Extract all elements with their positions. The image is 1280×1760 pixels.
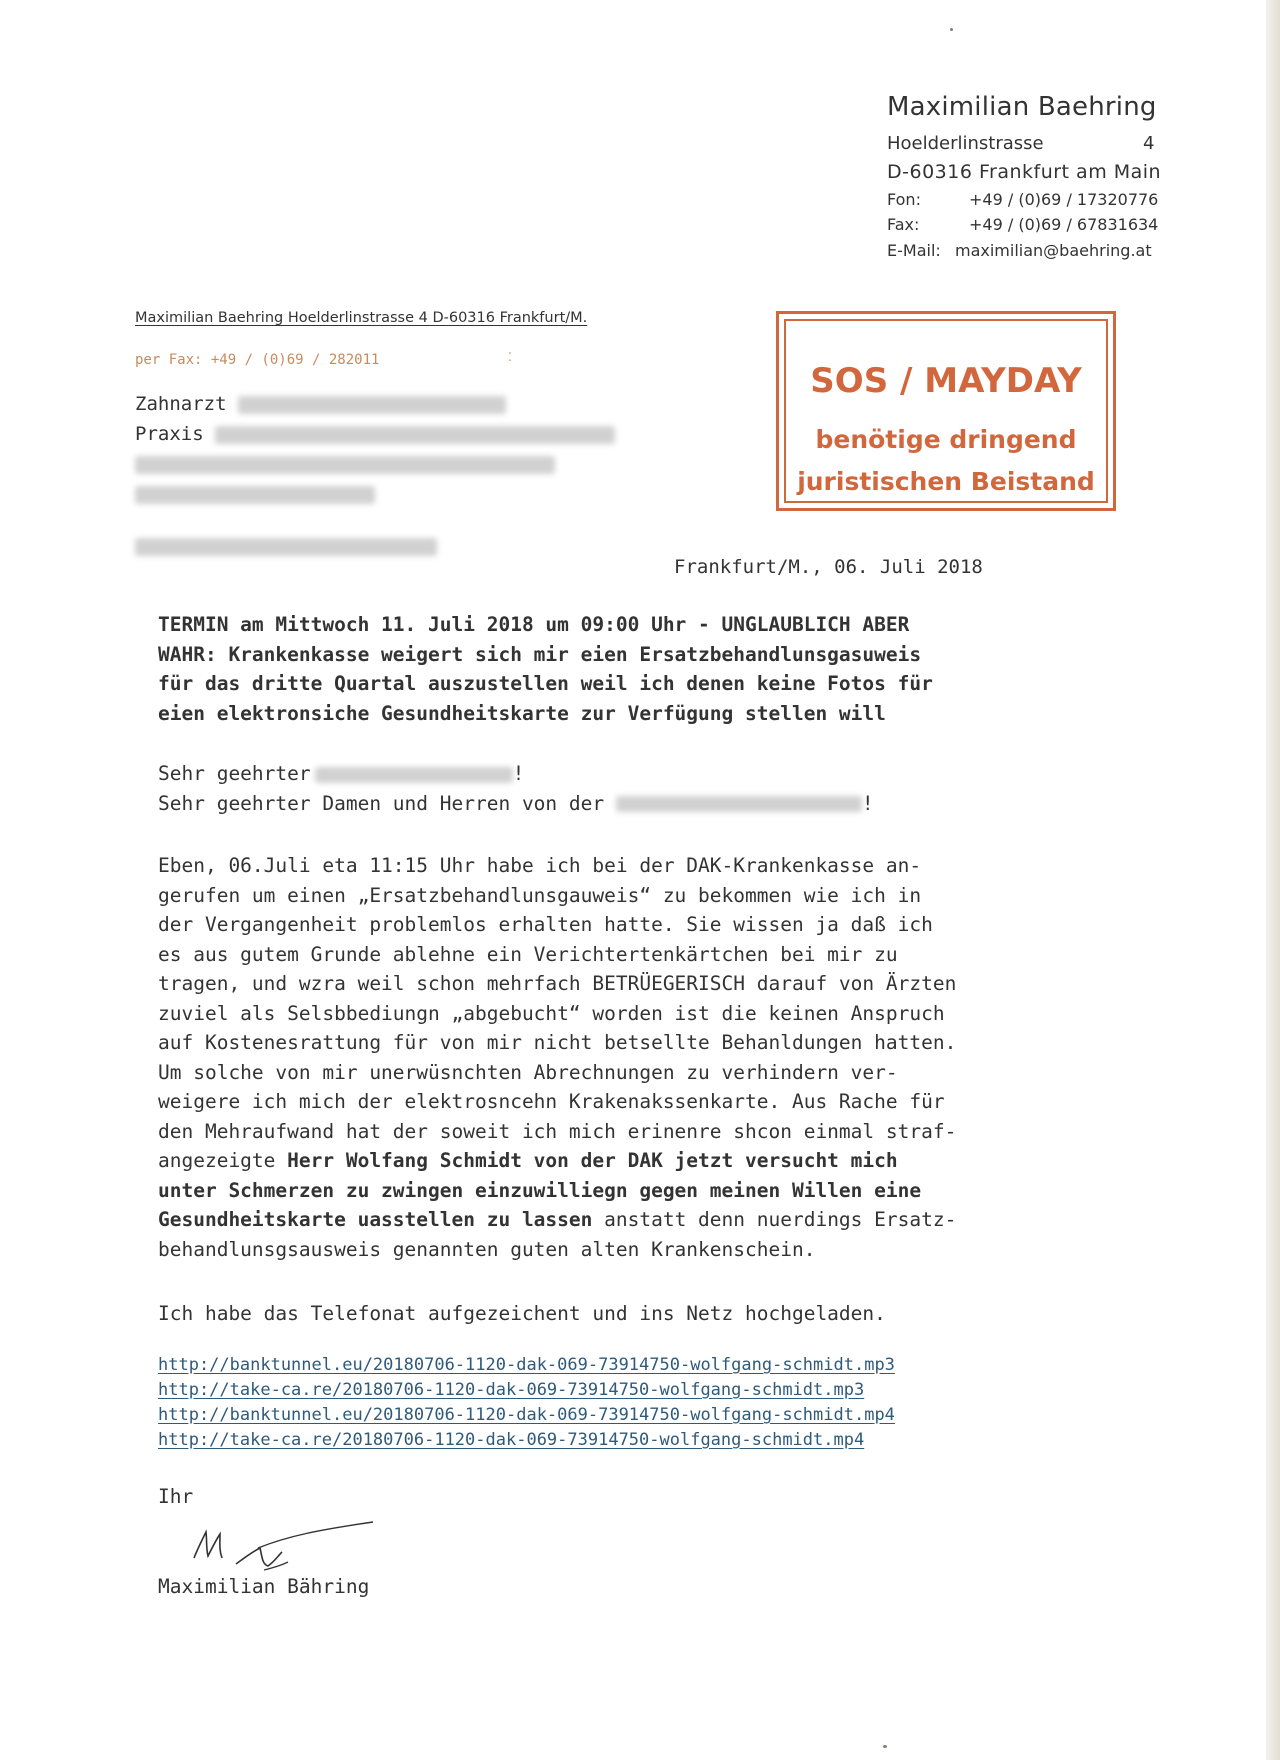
redacted-greeting-practice <box>616 796 862 812</box>
letterhead-name: Maximilian Baehring <box>887 92 1157 122</box>
letterhead-street: Hoelderlinstrasse <box>887 133 1044 154</box>
paragraph-line: behandlunsgsausweis genannten guten alten Krankenschein. <box>158 1237 816 1261</box>
redacted-street <box>135 486 375 504</box>
scan-speck <box>950 28 953 31</box>
redacted-name <box>238 396 506 414</box>
greeting-punct: ! <box>512 762 525 785</box>
greeting-punct: ! <box>861 791 874 815</box>
recording-link[interactable]: http://banktunnel.eu/20180706-1120-dak-069-73914750-wolfgang-schmidt.mp4 <box>158 1405 895 1425</box>
recording-link[interactable]: http://take-ca.re/20180706-1120-dak-069-73914750-wolfgang-schmidt.mp3 <box>158 1380 865 1400</box>
fax-label: Fax: <box>887 215 920 234</box>
letterhead-email <box>887 241 1152 260</box>
letterhead-phone <box>887 190 1158 209</box>
email-label: E-Mail: <box>887 241 941 260</box>
recipient-line-3 <box>135 453 555 475</box>
sos-title: SOS / MAYDAY <box>810 361 1082 401</box>
subject <box>158 610 933 728</box>
paragraph-bold-text: Gesundheitskarte uasstellen zu lassen <box>158 1208 593 1231</box>
letterhead-house-number: 4 <box>1143 133 1155 154</box>
paragraph-line: gerufen um einen „Ersatzbehandlunsgauweis“ zu bekommen wie ich in <box>158 883 922 907</box>
greeting-line-2 <box>158 789 874 819</box>
letterhead-city: D-60316 Frankfurt am Main <box>887 161 1162 183</box>
recipient-line-4 <box>135 483 375 505</box>
fax-value: +49 / (0)69 / 67831634 <box>969 215 1159 234</box>
paragraph-bold-text: Herr Wolfang Schmidt von der DAK jetzt versucht mich <box>287 1149 898 1172</box>
paragraph-line: auf Kostenesrattung für von mir nicht betsellte Behanldungen hatten. <box>158 1031 957 1054</box>
recipient-title: Zahnarzt <box>135 393 227 415</box>
paragraph-line: Eben, 06.Juli eta 11:15 Uhr habe ich bei der DAK-Krankenkasse an- <box>158 854 922 877</box>
paragraph-text: angezeigte <box>158 1149 288 1172</box>
scan-edge <box>1266 0 1280 1760</box>
sos-inner-frame <box>784 319 1108 503</box>
closing: Ihr <box>158 1485 194 1508</box>
letterhead-fax <box>887 215 1158 234</box>
paragraph-line: weigere ich mich der elektrosncehn Krakenakssenkarte. Aus Rache für <box>158 1090 945 1113</box>
sender-address-line: Maximilian Baehring Hoelderlinstrasse 4 D-60316 Frankfurt/M. <box>135 310 588 326</box>
subject-line: für das dritte Quartal auszustellen weil ich denen keine Fotos für <box>158 672 933 695</box>
fax-number-line: per Fax: +49 / (0)69 / 282011 <box>135 352 380 368</box>
letter-date: Frankfurt/M., 06. Juli 2018 <box>674 556 983 578</box>
subject-line: TERMIN am Mittwoch 11. Juli 2018 um 09:00 Uhr - UNGLAUBLICH ABER <box>158 613 910 636</box>
greeting-text: Sehr geehrter <box>158 762 311 785</box>
recipient-line-5 <box>135 535 437 557</box>
paragraph-line <box>158 1205 956 1235</box>
handwritten-signature <box>188 1518 388 1578</box>
sos-stamp-box <box>776 311 1116 511</box>
recipient-line-1 <box>135 393 506 415</box>
redacted-practice <box>215 426 615 444</box>
phone-value: +49 / (0)69 / 17320776 <box>969 190 1159 209</box>
paragraph-line: der Vergangenheit problemlos erhalten hatte. Sie wissen ja daß ich <box>158 913 933 936</box>
greeting-line-1 <box>158 759 874 789</box>
recording-link[interactable]: http://take-ca.re/20180706-1120-dak-069-73914750-wolfgang-schmidt.mp4 <box>158 1430 865 1450</box>
greeting-text: Sehr geehrter Damen und Herren von der <box>158 791 605 815</box>
recording-links <box>158 1353 895 1453</box>
scan-mark: ⁚ <box>508 350 512 364</box>
recipient-line-2 <box>135 423 615 445</box>
sos-line-1: benötige dringend <box>815 425 1077 454</box>
greeting <box>158 759 874 818</box>
paragraph-line: Um solche von mir unerwüsnchten Abrechnungen zu verhindern ver- <box>158 1060 898 1084</box>
paragraph-line: zuviel als Selsbbediungn „abgebucht“ worden ist die keinen Anspruch <box>158 1001 945 1025</box>
redacted-greeting-name <box>315 767 513 783</box>
paragraph-line <box>158 1146 956 1176</box>
signature-name: Maximilian Bähring <box>158 1575 370 1598</box>
recording-link[interactable]: http://banktunnel.eu/20180706-1120-dak-069-73914750-wolfgang-schmidt.mp3 <box>158 1355 895 1375</box>
phone-label: Fon: <box>887 190 921 209</box>
main-paragraph <box>158 851 956 1264</box>
subject-line: eien elektronsiche Gesundheitskarte zur Verfügung stellen will <box>158 701 886 725</box>
paragraph-line: es aus gutem Grunde ablehne ein Verichtertenkärtchen bei mir zu <box>158 942 898 966</box>
scan-speck <box>883 1745 887 1748</box>
paragraph-text: anstatt denn nuerdings Ersatz- <box>592 1208 957 1231</box>
redacted-names <box>135 456 555 474</box>
subject-line: WAHR: Krankenkasse weigert sich mir eien Ersatzbehandlunsgasuweis <box>158 642 922 666</box>
redacted-city <box>135 538 437 556</box>
paragraph-bold-line: unter Schmerzen zu zwingen einzuwilliegn gegen meinen Willen eine <box>158 1178 922 1202</box>
paragraph-line: tragen, und wzra weil schon mehrfach BETRÜEGERISCH darauf von Ärzten <box>158 972 957 995</box>
email-value: maximilian@baehring.at <box>955 241 1152 260</box>
recipient-practice-label: Praxis <box>135 423 204 445</box>
paragraph-line: den Mehraufwand hat der soweit ich mich erinenre shcon einmal straf- <box>158 1119 957 1143</box>
sos-line-2: juristischen Beistand <box>797 467 1095 496</box>
recording-note: Ich habe das Telefonat aufgezeichent und ins Netz hochgeladen. <box>158 1302 886 1325</box>
